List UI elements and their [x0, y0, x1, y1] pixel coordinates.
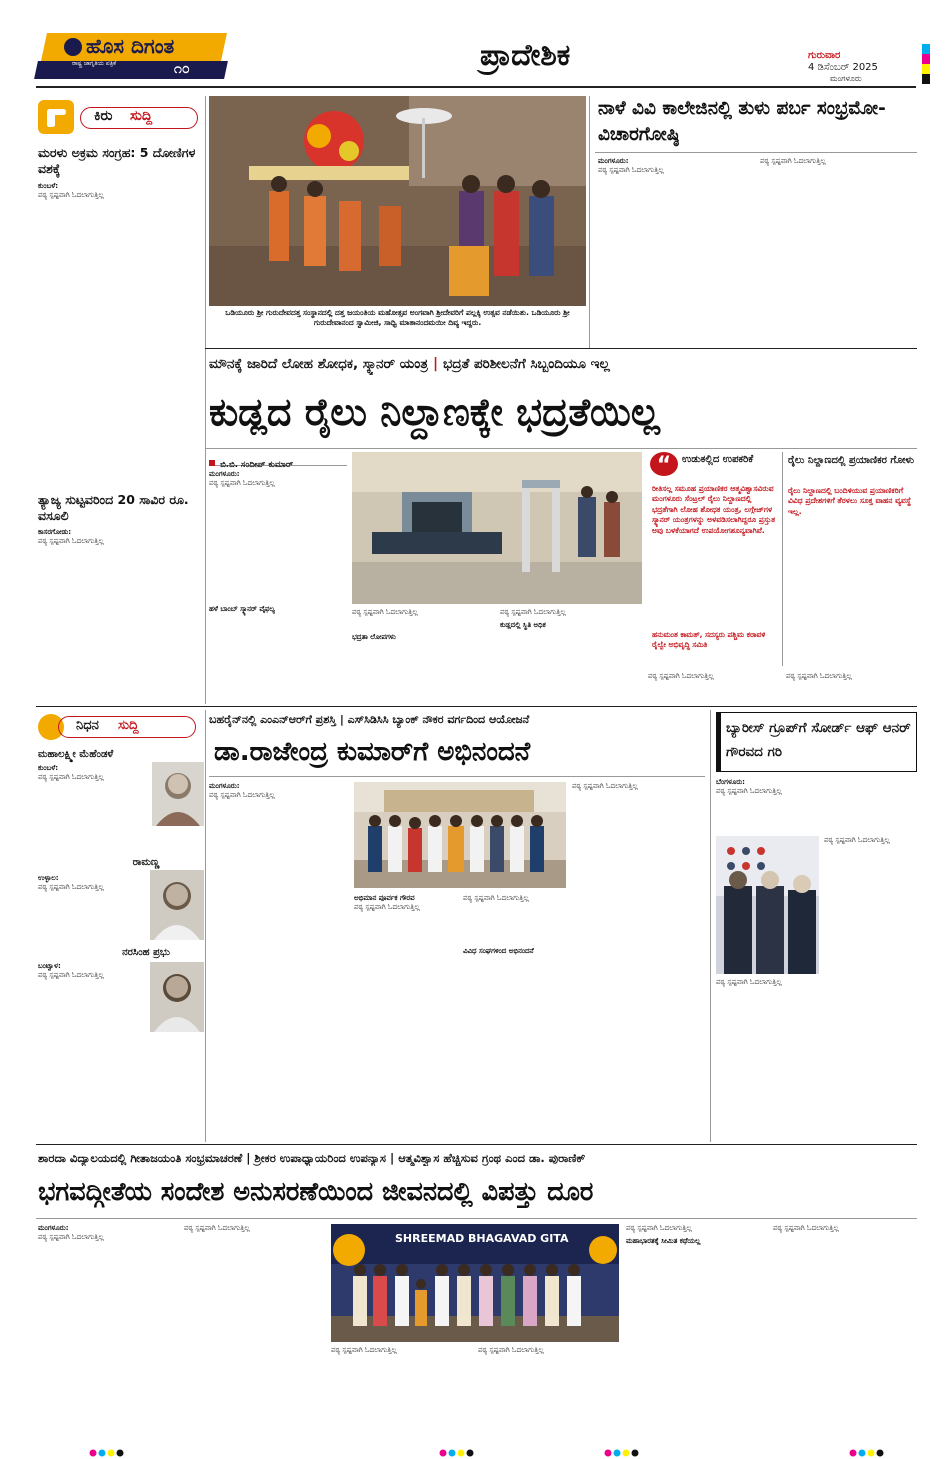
rajendra-kicker: ಬಹರೈನ್‌ನಲ್ಲಿ ಎಂಎನ್‌ಆರ್‌ಗೆ ಪ್ರಶಸ್ತಿ | ಎಸ್‌ಸಿಡಿಸಿಸಿ ಬ್ಯಾಂಕ್ ನೌಕರ ವರ್ಗದಿಂದ ಆಯೋಜನೆ: [209, 713, 530, 726]
obit1-photo: [152, 762, 204, 826]
rail-kicker-b: ಭದ್ರತೆ ಪರಿಶೀಲನೆಗೆ ಸಿಬ್ಬಂದಿಯೂ ಇಲ್ಲ: [443, 356, 610, 372]
rail-quote-author: ಹನುಮಂತ ಕಾಮತ್, ಸದಸ್ಯರು ಪಶ್ಚಿಮ ಕರಾವಳಿ ರೈಲ್ವೇ ಅಭಿವೃದ್ಧಿ ಸಮಿತಿ: [652, 630, 766, 649]
rail-headline: ಕುಡ್ಲದ ರೈಲು ನಿಲ್ದಾಣಕ್ಕೇ ಭದ್ರತೆಯಿಲ್ಲ: [209, 390, 660, 434]
gita-text-2: ಪಠ್ಯ ಸ್ಪಷ್ಟವಾಗಿ ಓದಲಾಗುತ್ತಿಲ್ಲ: [184, 1224, 250, 1232]
nidhana-title-a: ನಿಧನ: [76, 718, 99, 733]
obit3-dateline: ಬಂಟ್ವಾಳ:: [38, 962, 61, 970]
rail-body-1: [209, 470, 347, 702]
section-title: ಪ್ರಾದೇಶಿಕ: [480, 38, 571, 73]
obit2-text: ಪಠ್ಯ ಸ್ಪಷ್ಟವಾಗಿ ಓದಲಾಗುತ್ತಿಲ್ಲ: [38, 883, 104, 892]
rajendra-dateline: ಮಂಗಳೂರು:: [209, 782, 240, 790]
photo-rajendra-felicitation: [354, 782, 566, 888]
rajendra-text-4: ಪಠ್ಯ ಸ್ಪಷ್ಟವಾಗಿ ಓದಲಾಗುತ್ತಿಲ್ಲ: [572, 782, 638, 790]
gita-headline: ಭಗವದ್ಗೀತೆಯ ಸಂದೇಶ ಅನುಸರಣೆಯಿಂದ ಜೀವನದಲ್ಲಿ ವಿಪತ್ತು ದೂರ: [38, 1177, 594, 1207]
rail-text-2: ಪಠ್ಯ ಸ್ಪಷ್ಟವಾಗಿ ಓದಲಾಗುತ್ತಿಲ್ಲ: [352, 608, 418, 616]
rajendra-text-1: ಪಠ್ಯ ಸ್ಪಷ್ಟವಾಗಿ ಓದಲಾಗುತ್ತಿಲ್ಲ: [209, 791, 275, 800]
obit1-body: [38, 764, 150, 856]
rajendra-body-4: [572, 782, 705, 1138]
rajendra-body-1: [209, 782, 349, 1138]
glaris-text-3: ಪಠ್ಯ ಸ್ಪಷ್ಟವಾಗಿ ಓದಲಾಗುತ್ತಿಲ್ಲ: [716, 978, 782, 986]
gita-body-1: [38, 1224, 178, 1438]
rail-sub2: ಭದ್ರತಾ ಲೋಪಗಳು: [352, 633, 396, 642]
tulu-rule: [595, 152, 917, 153]
gita-text-3: ಪಠ್ಯ ಸ್ಪಷ್ಟವಾಗಿ ಓದಲಾಗುತ್ತಿಲ್ಲ: [331, 1346, 397, 1354]
col-divider-glaris: [710, 710, 711, 1142]
date-city: ಮಂಗಳೂರು: [830, 74, 862, 83]
rail-side-text: ರೈಲು ನಿಲ್ದಾಣದಲ್ಲಿ ಬಂದಿಳಿಯುವ ಪ್ರಯಾಣಿಕರಿಗೆ ವಿವಿಧ ಪ್ರದೇಶಗಳಿಗೆ ತೆರಳಲು ಸೂಕ್ತ ವಾಹನ ವ್ಯವಸ್ಥೆ ಇಲ್ಲ.: [788, 486, 912, 516]
gita-body-6: [773, 1224, 917, 1438]
photo1-caption: ಒಡಿಯೂರು ಶ್ರೀ ಗುರುದೇವದತ್ತ ಸಂಸ್ಥಾನದಲ್ಲಿ ದತ್ತ ಜಯಂತಿಯ ಮಹೋತ್ಸವ ಅಂಗವಾಗಿ ಶ್ರೀದೇವರಿಗೆ ಪಲ್ಲಕ್ಕಿ ಉತ್ಸವ ನಡೆಯಿತು. ಒಡಿಯೂರು ಶ್ರೀ ಗುರುದೇವಾನಂದ ಸ್ವಾಮೀಜಿ, ಸಾಧ್ವಿ ಮಾತಾನಂದಮಯೀ ದಿವ್ಯ ಇದ್ದರು.: [225, 308, 570, 327]
tulu-body-1: [598, 157, 748, 343]
kiru-story2-dateline: ಕಾಸರಗೋಡು:: [38, 528, 72, 536]
mid-rule: [36, 706, 917, 707]
masthead: [0, 0, 945, 88]
col-divider-nidhana: [205, 710, 206, 1142]
tagline: ರಾಷ್ಟ್ರ ಜಾಗೃತಿಯ ಪತ್ರಿಕೆ: [72, 60, 117, 67]
rajendra-headline: ಡಾ.ರಾಜೇಂದ್ರ ಕುಮಾರ್‌ಗೆ ಅಭಿನಂದನೆ: [214, 737, 531, 767]
tulu-body-2: [760, 157, 916, 343]
rail-body-3: [500, 608, 642, 702]
rail-quote-box: [648, 452, 780, 668]
col-divider-mid: [589, 96, 590, 348]
glaris-body-1: [716, 778, 917, 832]
kiru-story1-head: ಮರಳು ಅಕ್ರಮ ಸಂಗ್ರಹ: 5 ದೋಣಿಗಳ ವಶಕ್ಕೆ: [38, 145, 196, 176]
rail-text-5: ಪಠ್ಯ ಸ್ಪಷ್ಟವಾಗಿ ಓದಲಾಗುತ್ತಿಲ್ಲ: [786, 672, 852, 680]
obit3-photo: [150, 962, 204, 1032]
obit1-name: ಮಹಾಲಕ್ಷ್ಮೀ ಮೆಹೆಂಡಳೆ: [38, 749, 114, 760]
glaris-dateline: ಬೆಂಗಳೂರು:: [716, 778, 745, 786]
rail-text-3: ಪಠ್ಯ ಸ್ಪಷ್ಟವಾಗಿ ಓದಲಾಗುತ್ತಿಲ್ಲ: [500, 608, 566, 616]
photo-rail-scanner: [352, 452, 642, 604]
rail-quote-text: ರೀತಿಸಲ್ಲ ಸಮೂಹ ಪ್ರಯಾಣಿಕರ ಆತ್ಮವಿಶ್ವಾಸವಿರುವ ಮಂಗಳೂರು ಸೆಂಟ್ರಲ್ ರೈಲು ನಿಲ್ದಾಣದಲ್ಲಿ ಭದ್ರತೆಗಾಗಿ ಲೋಹ ಶೋಧಕ ಯಂತ್ರ, ಲಗ್ಗೇಜ್‌ಗಳ ಸ್ಕ್ಯಾನರ್ ಯಂತ್ರಗಳನ್ನು ಅಳವಡಿಸಲಾಗಿದ್ದರೂ ಪ್ರಸ್ತುತ ಅವು ಬಳಕೆಯಾಗದೆ ಉಪಯೋಗಶೂನ್ಯವಾಗಿವೆ.: [652, 484, 776, 535]
obit3-text: ಪಠ್ಯ ಸ್ಪಷ್ಟವಾಗಿ ಓದಲಾಗುತ್ತಿಲ್ಲ: [38, 971, 104, 980]
logo-block: [36, 33, 236, 81]
gita-text-4: ಪಠ್ಯ ಸ್ಪಷ್ಟವಾಗಿ ಓದಲಾಗುತ್ತಿಲ್ಲ: [478, 1346, 544, 1354]
photo-glaris-award: [716, 836, 819, 974]
date-full: 4 ಡಿಸೆಂಬರ್ 2025: [808, 62, 878, 73]
kiru-title-a: ಕಿರು: [94, 108, 113, 124]
rail-text-1: ಪಠ್ಯ ಸ್ಪಷ್ಟವಾಗಿ ಓದಲಾಗುತ್ತಿಲ್ಲ: [209, 479, 275, 488]
kiru-story2-body: [38, 528, 202, 700]
nidhana-title-b: ಸುದ್ದಿ: [118, 718, 139, 733]
gita-dateline: ಮಂಗಳೂರು:: [38, 1224, 69, 1232]
col-divider-left: [205, 96, 206, 704]
paper-name: ಹೊಸ ದಿಗಂತ: [86, 34, 175, 58]
glaris-text-1: ಪಠ್ಯ ಸ್ಪಷ್ಟವಾಗಿ ಓದಲಾಗುತ್ತಿಲ್ಲ: [716, 787, 782, 796]
obit3-body: [38, 962, 150, 1042]
obit1-dateline: ಕುಂಬಳೆ:: [38, 764, 59, 772]
rajendra-sub2: ವಿವಿಧ ಸಂಘಗಳಿಂದ ಅಭಿನಂದನೆ: [463, 947, 534, 956]
rail-side-box: [786, 452, 917, 668]
obit1-text: ಪಠ್ಯ ಸ್ಪಷ್ಟವಾಗಿ ಓದಲಾಗುತ್ತಿಲ್ಲ: [38, 773, 104, 782]
rajendra-rule: [209, 776, 705, 777]
rail-top-rule: [205, 348, 917, 349]
gita-body-5: [626, 1224, 766, 1438]
rajendra-body-2: [354, 894, 458, 1138]
photo-palanquin: [209, 96, 586, 306]
rajendra-text-2: ಪಠ್ಯ ಸ್ಪಷ್ಟವಾಗಿ ಓದಲಾಗುತ್ತಿಲ್ಲ: [354, 903, 420, 912]
gita-banner-text: SHREEMAD BHAGAVAD GITA: [395, 1232, 569, 1245]
kiru-story1-body: [38, 182, 202, 490]
rail-quote-title: ಉಡುಕಲ್ಲಿದ ಉಪಕರಿಕೆ: [682, 454, 754, 465]
kiru-story1-dateline: ಕುಂಬಳೆ:: [38, 182, 59, 190]
quote-mark-icon: “: [650, 452, 678, 476]
obit2-dateline: ಉಳ್ಳಾಲ:: [38, 874, 59, 882]
registration-marks: [922, 44, 930, 84]
rail-quote-divider: [782, 452, 783, 666]
gita-top-rule: [36, 1144, 917, 1145]
logo-emblem-icon: [64, 38, 82, 56]
rail-sub3: ಕುಡ್ಲದಲ್ಲಿ ಸ್ಥಿತಿ ಅಧಿಕ: [500, 621, 546, 630]
gita-text-1: ಪಠ್ಯ ಸ್ಪಷ್ಟವಾಗಿ ಓದಲಾಗುತ್ತಿಲ್ಲ: [38, 1233, 104, 1242]
rajendra-body-3: [463, 894, 567, 1138]
obit2-photo: [150, 870, 204, 940]
date-day: ಗುರುವಾರ: [808, 50, 841, 61]
rajendra-sub1: ಅಭಿಮಾನ ಪೂರ್ವಕ ಗೌರವ: [354, 894, 415, 902]
rail-sub1: ಹಳೆ ಬಾಂಬ್ ಸ್ಕ್ಯಾನರ್ ವೈಫಲ್ಯ: [209, 604, 275, 613]
hand-pointing-icon: [38, 100, 74, 134]
rail-kicker: [209, 353, 917, 375]
gita-body-4: [478, 1346, 618, 1438]
rail-dateline: ಮಂಗಳೂರು:: [209, 470, 240, 478]
rail-kicker-sep: |: [433, 356, 444, 372]
glaris-body-2: [824, 836, 917, 974]
obit2-body: [38, 874, 150, 954]
tulu-text-1: ಪಠ್ಯ ಸ್ಪಷ್ಟವಾಗಿ ಓದಲಾಗುತ್ತಿಲ್ಲ: [598, 166, 664, 175]
photo-gita-jayanti: [331, 1224, 619, 1342]
obit2-name: ರಾಮಣ್ಣ: [132, 857, 160, 868]
rail-text-4: ಪಠ್ಯ ಸ್ಪಷ್ಟವಾಗಿ ಓದಲಾಗುತ್ತಿಲ್ಲ: [648, 672, 714, 680]
kiru-header: [38, 100, 202, 136]
gita-text-5: ಪಠ್ಯ ಸ್ಪಷ್ಟವಾಗಿ ಓದಲಾಗುತ್ತಿಲ್ಲ: [626, 1224, 692, 1232]
logo-navy-shape: [34, 61, 228, 79]
rail-kicker-a: ಮೌನಕ್ಕೆ ಜಾರಿದೆ ಲೋಹ ಶೋಧಕ, ಸ್ಕ್ಯಾನರ್ ಯಂತ್ರ: [209, 356, 428, 372]
page-number: ೧೦: [174, 61, 190, 77]
rail-byline-bullet: [209, 460, 215, 466]
tulu-dateline: ಮಂಗಳೂರು:: [598, 157, 629, 165]
rail-body-5: [786, 672, 917, 704]
gita-body-3: [331, 1346, 471, 1438]
tulu-headline: ನಾಳೆ ವಿವಿ ಕಾಲೇಜಿನಲ್ಲಿ ತುಳು ಪರ್ಬ ಸಂಭ್ರಮೋ- ವಿಚಾರಗೋಷ್ಠಿ: [598, 98, 886, 145]
gita-kicker: ಶಾರದಾ ವಿದ್ಯಾಲಯದಲ್ಲಿ ಗೀತಾಜಯಂತಿ ಸಂಭ್ರಮಾಚರಣೆ | ಶ್ರೀಕರ ಉಪಾಧ್ಯಾಯರಿಂದ ಉಪನ್ಯಾಸ | ಆತ್ಮವಿಶ್ವಾಸ ಹೆಚ್ಚಿಸುವ ಗ್ರಂಥ ಎಂದ ಡಾ. ಪುರಾಣಿಕ್: [38, 1151, 586, 1165]
gita-sub1: ಮಹಾಭಾರತಕ್ಕೆ ಸೀಮಿತ ಕಥೆಯಲ್ಲ: [626, 1237, 701, 1246]
rail-body-2: [352, 608, 490, 702]
glaris-text-2: ಪಠ್ಯ ಸ್ಪಷ್ಟವಾಗಿ ಓದಲಾಗುತ್ತಿಲ್ಲ: [824, 836, 890, 844]
gita-body-2: [184, 1224, 324, 1438]
kiru-title-b: ಸುದ್ದಿ: [130, 108, 153, 124]
obit3-name: ನರಸಿಂಹ ಪ್ರಭು: [122, 947, 170, 958]
glaris-body-3: [716, 978, 917, 1138]
masthead-rule: [36, 86, 916, 88]
rail-byline: [209, 452, 347, 470]
rajendra-text-3: ಪಠ್ಯ ಸ್ಪಷ್ಟವಾಗಿ ಓದಲಾಗುತ್ತಿಲ್ಲ: [463, 894, 529, 902]
kiru-story2-text: ಪಠ್ಯ ಸ್ಪಷ್ಟವಾಗಿ ಓದಲಾಗುತ್ತಿಲ್ಲ: [38, 537, 104, 546]
glaris-headline: ಬ್ಯಾರೀಸ್ ಗ್ರೂಪ್‌ಗೆ ಸೋರ್ಡ್ ಆಫ್ ಆನರ್ ಗೌರವದ ಗರಿ: [726, 720, 911, 760]
rail-body-4: [648, 672, 778, 704]
bottom-registration-marks: [88, 1443, 888, 1453]
rail-byline-text: ಬಿ.ಬಿ. ಸಂದೀಪ್ ಕುಮಾರ್: [220, 460, 294, 470]
kiru-story1-text: ಪಠ್ಯ ಸ್ಪಷ್ಟವಾಗಿ ಓದಲಾಗುತ್ತಿಲ್ಲ: [38, 191, 104, 200]
rail-headline-rule: [205, 448, 917, 449]
tulu-text-2: ಪಠ್ಯ ಸ್ಪಷ್ಟವಾಗಿ ಓದಲಾಗುತ್ತಿಲ್ಲ: [760, 157, 826, 165]
gita-rule: [36, 1218, 917, 1219]
nidhana-header: [38, 712, 202, 742]
gita-text-6: ಪಠ್ಯ ಸ್ಪಷ್ಟವಾಗಿ ಓದಲಾಗುತ್ತಿಲ್ಲ: [773, 1224, 839, 1232]
kiru-story2-head: ತ್ಯಾಜ್ಯ ಸುಟ್ಟವರಿಂದ 20 ಸಾವಿರ ರೂ. ವಸೂಲಿ: [38, 492, 189, 523]
rail-side-title: ರೈಲು ನಿಲ್ದಾಣದಲ್ಲಿ ಪ್ರಯಾಣಿಕರ ಗೋಳು: [788, 455, 915, 466]
